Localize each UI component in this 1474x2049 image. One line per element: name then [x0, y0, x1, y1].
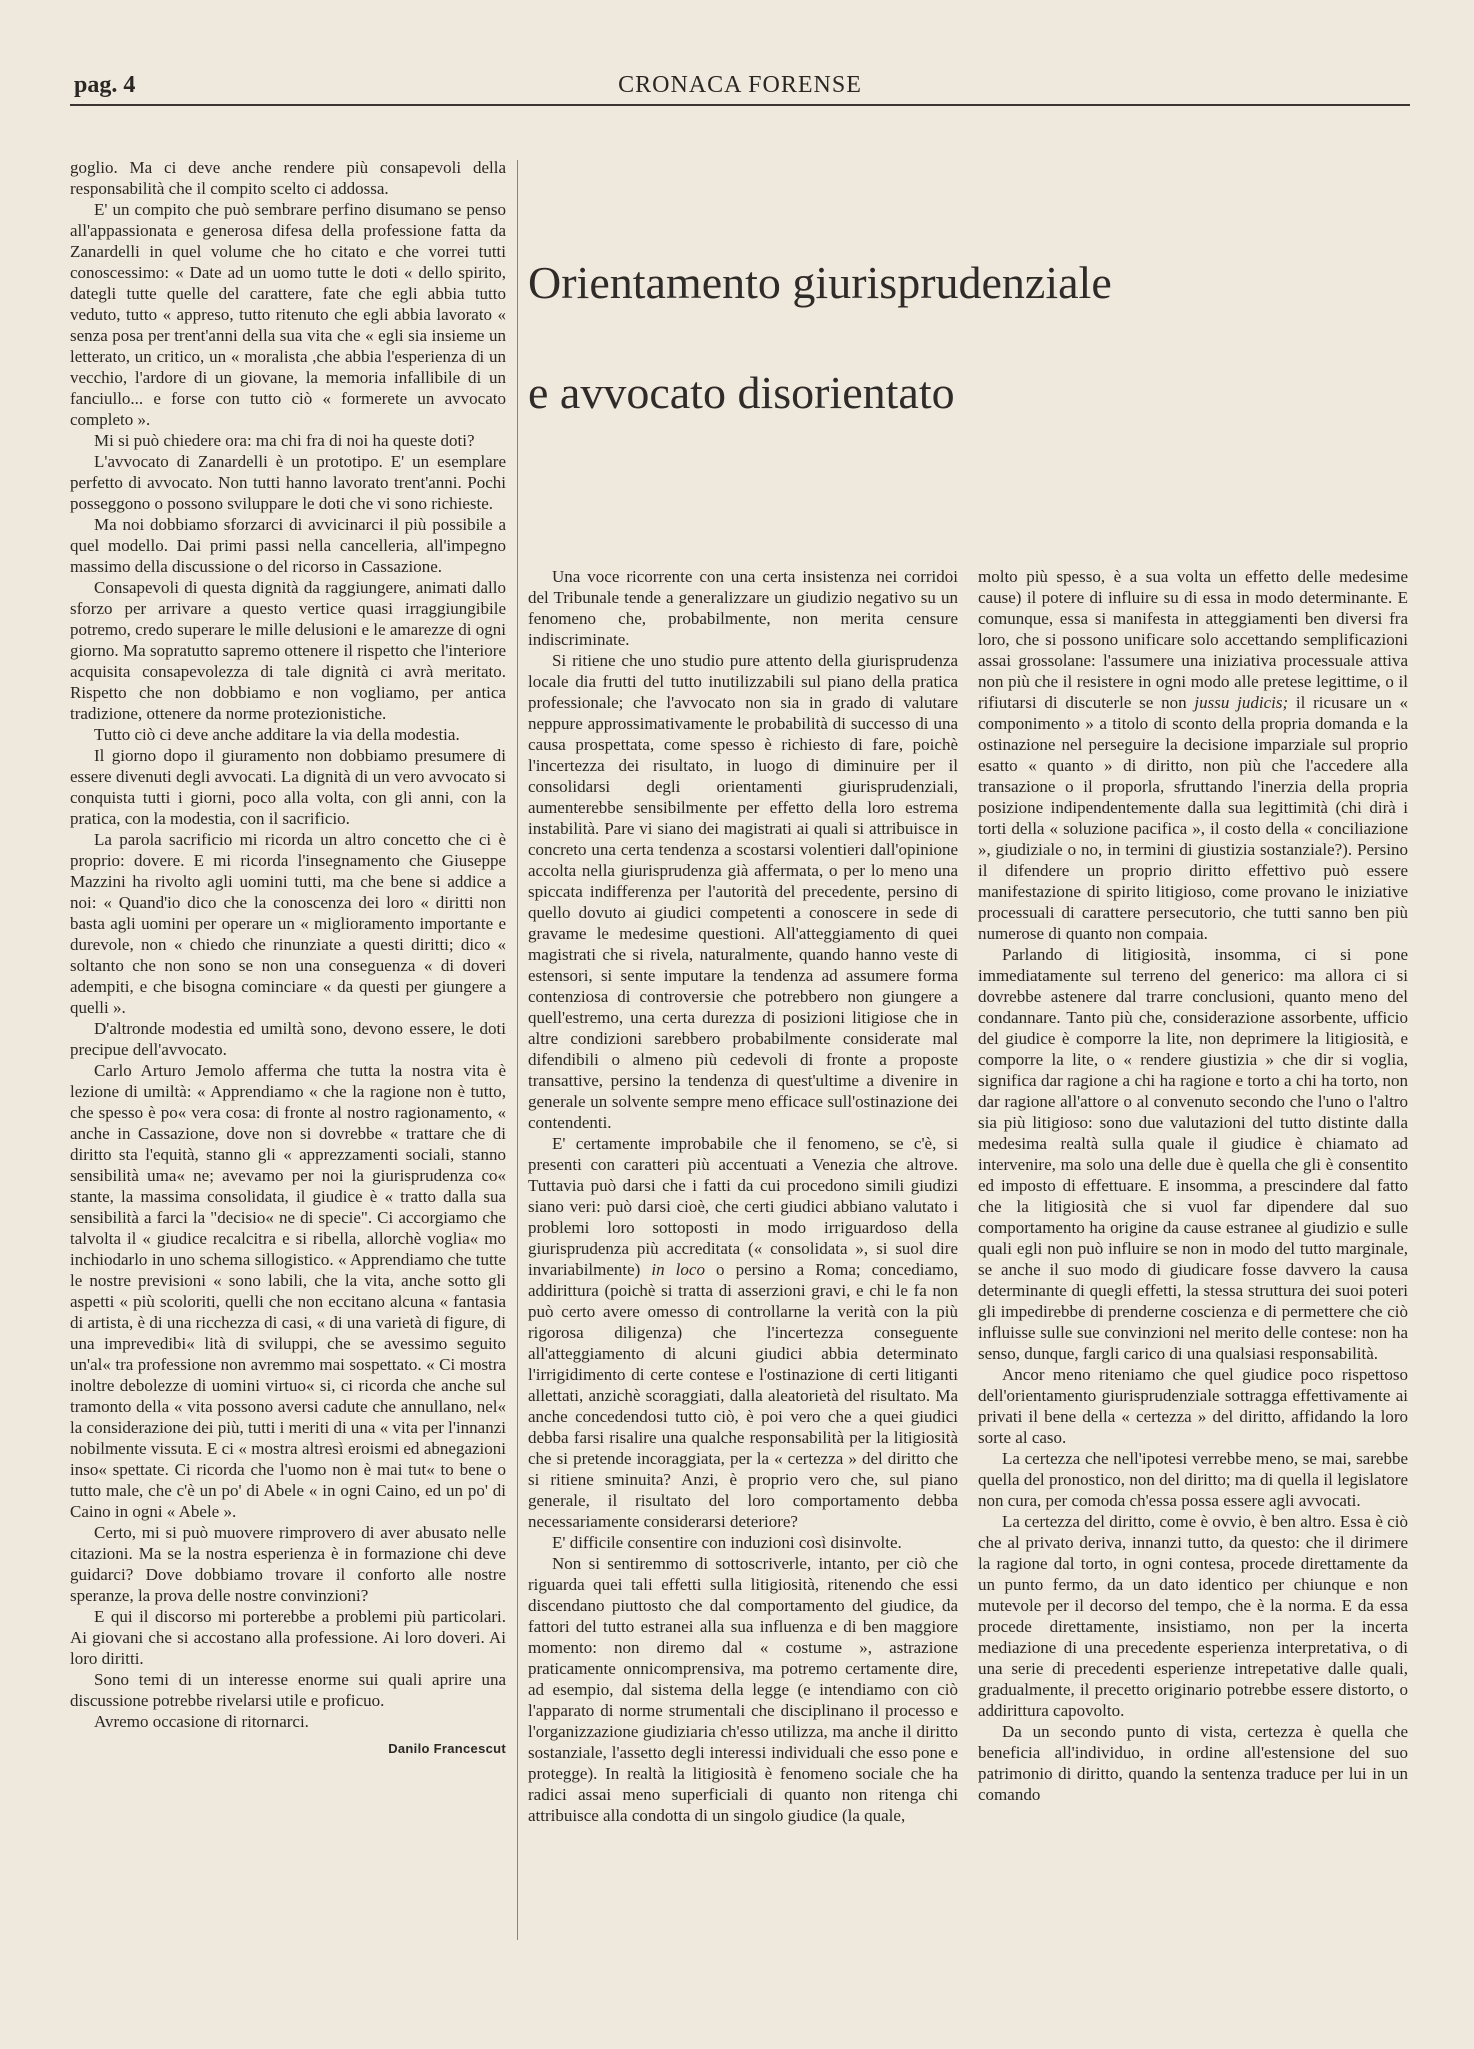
paragraph: Avremo occasione di ritornarci.: [94, 1712, 309, 1731]
paragraph: Tutto ciò ci deve anche additare la via della modestia.: [94, 725, 460, 744]
paragraph: Una voce ricorrente con una certa insistenza nei corridoi del Tribunale tende a generalizzare un giudizio negativo su un fenomeno che, probabilmente, non merita censure indiscriminate.: [528, 567, 958, 649]
headline-line-1: Orientamento giurisprudenziale: [528, 257, 1112, 308]
author-signature: Danilo Francescut: [388, 1741, 506, 1756]
paragraph: E' difficile consentire con induzioni così disinvolte.: [552, 1533, 902, 1552]
paragraph-text: o persino a Roma; concediamo, addirittura (poichè si tratta di asserzioni gravi, e chi le fa non può certo avere omesso di controllarne la verità con la più rigorosa diligenza) che l'incertezza conseguente all'atteggiamento di alcuni giudici abbia determinato l'irrigidimento di certe contese e l'ostinazione di certi litiganti allettati, anzichè scoraggiati, dalla aleatorietà del risultato. Ma anche concedendosi tutto ciò, è poi vero che a quei giudici debba farsi risalire una qualche responsabilità per la litigiosità che si pretende incoraggiata, per la « certezza » del diritto che si ritiene sminuita? Anzi, è proprio vero che, sul piano generale, il risultato del loro comportamento debba necessariamente considerarsi deteriore?: [528, 1260, 959, 1531]
paragraph: Si ritiene che uno studio pure attento della giurisprudenza locale dia frutti del tutto inutilizzabili sul piano della pratica professionale; che l'avvocato non sia in grado di valutare neppure approssimativamente le probabilità di successo di una causa prospettata, come spesso è richiesto di fare, poichè l'incertezza dei risultato, in luogo di diminuire per il consolidarsi degli orientamenti giurisprudenziali, aumenterebbe sensibilmente per effetto della loro estrema instabilità. Pare vi siano dei magistrati ai quali si attribuisce in concreto una certa tendenza a scostarsi volentieri dall'opinione accolta nella giurisprudenza già affermata, o per lo meno una spiccata indifferenza per l'autorità del precedente, persino di quello dovuto ai giudici competenti a conoscere in sede di gravame le medesime questioni. All'atteggiamento di quei magistrati che si rivela, naturalmente, quando hanno veste di estensori, si sente imputare la tendenza ad assumere forma contenziosa di controversie che potrebbero non giungere a quell'estremo, una certa durezza di posizioni litigiose che in altre condizioni sarebbero probabilmente considerate mal difendibili o almeno più cedevoli di fronte a proposte transattive, persino la tendenza di quest'ultime a divenire in generale un solvente sempre meno efficace sull'ostinazione dei contendenti.: [528, 651, 958, 1132]
paragraph: Consapevoli di questa dignità da raggiungere, animati dallo sforzo per arrivare a questo vertice quasi irraggiungibile potremo, credo superare le mille delusioni e le amarezze di ogni giorno. Ma sopratutto sapremo ottenere il rispetto che l'interiore acquisita consapevolezza di tale dignità ci avrà meritato. Rispetto che non dobbiamo e non vogliamo, per antica tradizione, ottenere da norme protezionistiche.: [70, 578, 506, 723]
paragraph: Da un secondo punto di vista, certezza è quella che beneficia all'individuo, in ordine all'estensione del suo patrimonio di diritto, quando la sentenza traduce per lui in un comando: [978, 1722, 1408, 1804]
paragraph: Mi si può chiedere ora: ma chi fra di noi ha queste doti?: [94, 431, 475, 450]
page-number: pag. 4: [74, 72, 136, 98]
paragraph: [528, 1133, 958, 1532]
paragraph: Ancor meno riteniamo che quel giudice poco rispettoso dell'orientamento giurisprudenziale sottragga effettivamente ai privati il bene della « certezza » del diritto, affidando la loro sorte al caso.: [978, 1365, 1408, 1447]
article-column-2: [978, 566, 1408, 1956]
paragraph: D'altronde modestia ed umiltà sono, devono essere, le doti precipue dell'avvocato.: [70, 1019, 506, 1059]
paragraph: La certezza che nell'ipotesi verrebbe meno, se mai, sarebbe quella del pronostico, non del diritto; ma di quella il legislatore non cura, per comoda ch'essa possa essere agli avvocati.: [978, 1449, 1408, 1510]
paragraph: La certezza del diritto, come è ovvio, è ben altro. Essa è ciò che al privato deriva, innanzi tutto, da questo: che il dirimere la ragione dal torto, in ogni contesa, procede direttamente da un punto fermo, da un dato identico per chiunque e non mutevole per il decorso del tempo, che è la norma. E da essa procede direttamente, insistiamo, non per la incerta mediazione di una precedente esperienza interpretativa, o di una serie di precedenti esperienze intrepetative dalle quali, gradualmente, il precetto originario potrebbe essere distorto, o addirittura capovolto.: [978, 1512, 1408, 1720]
paragraph: Carlo Arturo Jemolo afferma che tutta la nostra vita è lezione di umiltà: « Apprendiamo « che la ragione non è tutto, che spesso è po« vera cosa: di fronte al nostro ragionamento, « anche in Cassazione, dove non si dovrebbe « trattare che di diritto sta l'equità, stanno gli « apprezzamenti sociali, stanno sensibilità uma« ne; avevamo per noi la giurisprudenza co« stante, la massima consolidata, il giudice è « tratto dalla sua sensibilità a farci la "decisio« ne di specie". Ci accorgiamo che talvolta il « giudice recalcitra e si ribella, allorchè voglia« mo inchiodarlo in uno schema sillogistico. « Apprendiamo che tutte le nostre previsioni « sono labili, che la vita, anche sotto gli aspetti « più scoloriti, quelli che non eccitano alcuna « fantasia di artista, è di una ricchezza di casi, « di una varietà di figure, di una imprevedibi« lità di sviluppi, che se avessimo seguito un'al« tra professione non avremmo mai sospettato. « Ci mostra inoltre debolezze di uomini virtuo« si, ci ricorda che anche sul tramonto della « vita possono aversi cadute che annullano, nel« la considerazione dei più, tutti i meriti di una « vita per l'innanzi nobilmente vissuta. E ci « mostra altresì eroismi ed abnegazioni inso« spettate. Ci ricorda che l'uomo non è mai tut« to bene o tutto male, che c'è un po' di Abele « in ogni Caino, ed un po' di Caino in ogni « Abele ».: [70, 1061, 506, 1521]
paragraph: L'avvocato di Zanardelli è un prototipo. E' un esemplare perfetto di avvocato. Non tutti hanno lavorato trent'anni. Pochi posseggono o possono sviluppare le doti che vi sono richieste.: [70, 452, 506, 513]
paragraph-text: molto più spesso, è a sua volta un effetto delle medesime cause) il potere di influire su di essa in modo determinante. E comunque, essa si manifesta in atteggiamenti ben diversi fra loro, che si possono unificare solo accettando semplificazioni assai grossolane: l'assumere una iniziativa processuale attiva non più che il resistere in ogni modo alle pretese legittime, o il rifiutarsi di discuterle se non: [978, 567, 1408, 712]
paragraph: E' un compito che può sembrare perfino disumano se penso all'appassionata e generosa difesa della professione fatta da Zanardelli in quel volume che ho citato e che vorrei tutti conoscessimo: « Date ad un uomo tutte le doti « dello spirito, dategli tutte quelle del carattere, fate che egli abbia tutto veduto, tutto « appreso, tutto ritenuto che egli abbia lavorato « senza posa per trent'anni della sua vita che « egli sia insieme un letterato, un critico, un « moralista ,che abbia l'esperienza di un vecchio, l'ardore di un giovane, la memoria infallibile di un fanciullo... e forse con tutto ciò « formerete un avvocato completo ».: [70, 200, 506, 429]
italic-phrase: jussu judicis;: [1194, 693, 1289, 712]
italic-phrase: in loco: [651, 1260, 705, 1279]
paragraph: Certo, mi si può muovere rimprovero di aver abusato nelle citazioni. Ma se la nostra esperienza è in formazione chi deve guidarci? Dove dobbiamo trovare il conforto alle nostre speranze, la prova delle nostre convinzioni?: [70, 1523, 506, 1605]
paragraph: Parlando di litigiosità, insomma, ci si pone immediatamente sul terreno del generico: ma allora ci si dovrebbe astenere dal trarre conclusioni, quanto meno del condannare. Tanto più che, considerazione assorbente, ufficio del giudice è comporre la lite, non deprimere la litigiosità, e comporre la lite, o « rendere giustizia » che dir si voglia, significa dar ragione a chi ha ragione e torto a chi ha torto, non dar ragione all'attore o al convenuto secondo che l'uno o l'altro sia più litigioso: sono due valutazioni del tutto distinte dalla medesima realtà sulla quale il giudice è chiamato ad intervenire, ma solo una delle due è quella che gli è consentito ed imposto di effettuare. E insomma, a prescindere dal fatto che la litigiosità che si vuol far dipendere dal suo comportamento ha origine da cause estranee al giudizio e sulle quali egli non può influire se non in modo del tutto marginale, se anche il suo modo di giudicare fosse davvero la causa determinante di quegli effetti, la stessa struttura dei suoi poteri gli impedirebbe di prenderne coscienza e di permettere che ciò influisse sulle sue convinzioni nel merito delle contese: non ha senso, dunque, fargli carico di una qualsiasi responsabilità.: [978, 945, 1408, 1363]
headline-line-2: e avvocato disorientato: [528, 367, 955, 418]
header-rule: [70, 104, 1410, 106]
paragraph-text: il ricusare un « componimento » a titolo di sconto della propria domanda e la ostinazione nel perseguire la decisione imparziale sul proprio esatto « quanto » di diritto, non più che l'accedere alla transazione o il proporla, sfruttando l'inerzia della propria posizione indipendentemente dalla sua legittimità (chi dirà i torti della « soluzione pacifica », il costo della « conciliazione », giudiziale o no, in termini di giustizia sostanziale?). Persino il difendere un proprio diritto effettivo può essere manifestazione di spirito litigioso, come provano le iniziative processuali di carattere persecutorio, che tutti sanno ben più numerose di quanto non compaia.: [978, 693, 1408, 943]
article-headline: [528, 255, 1408, 421]
article-column-1: [528, 566, 958, 1956]
paragraph: Non si sentiremmo di sottoscriverle, intanto, per ciò che riguarda quei tali effetti sulla litigiosità, ritenendo che essi discendano piuttosto che dal comportamento del giudice, da fattori del tutto estranei alla sua influenza e di ben maggiore momento: non diremo dal « costume », astrazione praticamente onnicomprensiva, ma potremo certamente dire, ad esempio, dal sistema della legge (e intendiamo con ciò l'apparato di norme strumentali che disciplinano il processo e l'organizzazione giudiziaria ch'esso utilizza, ma anche il diritto sostanziale, l'assetto degli interessi individuali che esso pone e protegge). In realtà la litigiosità è fenomeno sociale che ha radici assai meno superficiali di quanto non ritenga chi attribuisce alla condotta di un singolo giudice (la quale,: [528, 1554, 958, 1825]
paragraph: [978, 566, 1408, 944]
paragraph: La parola sacrificio mi ricorda un altro concetto che ci è proprio: dovere. E mi ricorda l'insegnamento che Giuseppe Mazzini ha rivolto agli uomini tutti, ma che bene si addice a noi: « Quand'io dico che la conoscenza dei loro « diritti non basta agli uomini per operare un « miglioramento importante e durevole, non « chiedo che rinunziate a questi diritti; dico « soltanto che non sono se non una conseguenza « di doveri adempiti, e che bisogna cominciare « da questi per giungere a quelli ».: [70, 830, 506, 1017]
paragraph: Ma noi dobbiamo sforzarci di avvicinarci il più possibile a quel modello. Dai primi passi nella cancelleria, all'impegno massimo della discussione o del ricorso in Cassazione.: [70, 515, 506, 576]
paragraph-text: E' certamente improbabile che il fenomeno, se c'è, si presenti con caratteri più accentuati a Venezia che altrove. Tuttavia può darsi che i fatti da cui procedono simili giudizi siano veri: può darsi cioè, che certi giudici abbiano valutato i problemi loro sottoposti in modo irriguardoso della giurisprudenza più accreditata (« consolidata », si suol dire invariabilmente): [528, 1134, 958, 1279]
paragraph: Il giorno dopo il giuramento non dobbiamo presumere di essere divenuti degli avvocati. La dignità di un vero avvocato si conquista tutti i giorni, poco alla volta, con gli anni, con la pratica, con la modestia, con il sacrificio.: [70, 746, 506, 828]
paragraph: goglio. Ma ci deve anche rendere più consapevoli della responsabilità che il compito scelto ci addossa.: [70, 158, 506, 198]
left-article-column: [70, 157, 506, 1947]
paragraph: Sono temi di un interesse enorme sui quali aprire una discussione potrebbe rivelarsi utile e proficuo.: [70, 1670, 506, 1710]
publication-title: CRONACA FORENSE: [618, 72, 862, 98]
paragraph: E qui il discorso mi porterebbe a problemi più particolari. Ai giovani che si accostano alla professione. Ai loro doveri. Ai loro diritti.: [70, 1607, 506, 1668]
column-divider: [517, 160, 518, 1940]
